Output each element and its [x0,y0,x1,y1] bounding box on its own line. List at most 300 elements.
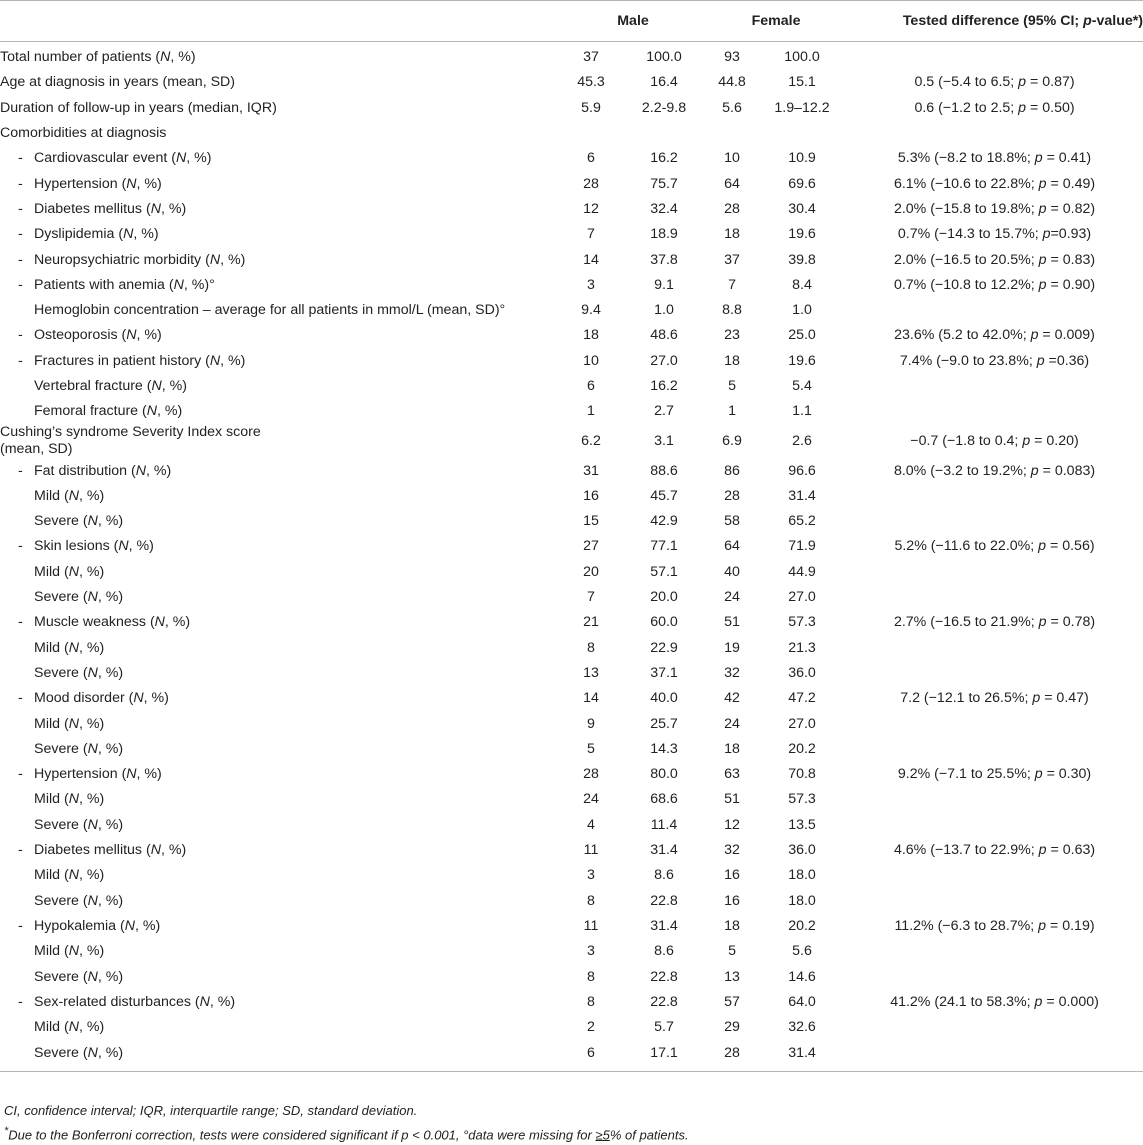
footnote-star: * [4,1125,9,1137]
male-n: 6.2 [581,432,601,449]
male-value: 75.7 [650,175,678,192]
female-n: 28 [724,200,740,217]
female-value: 10.9 [788,150,816,167]
male-n: 2 [587,1019,595,1036]
row-label-text: Severe [34,664,79,681]
table-row [0,1015,1143,1040]
row-label [0,484,560,509]
table-row [0,298,1143,323]
row-label [0,121,560,146]
male-value: 60.0 [650,614,678,631]
tested-difference: 0.7% (−10.8 to 12.2%; p = 0.90) [893,276,1096,293]
male-n [560,121,622,146]
tested-difference: 41.2% (24.1 to 58.3%; p = 0.000) [890,993,1099,1010]
female-value: 44.9 [788,563,816,580]
row-label-text: Severe [34,513,79,530]
male-value: 17.1 [622,1040,706,1072]
male-value: 37.8 [650,251,678,268]
female-n: 28 [706,1040,758,1072]
female-n: 64 [724,175,740,192]
row-label [0,585,560,610]
tested-difference [846,374,1143,399]
table-row [0,889,1143,914]
row-unit: (N, %) [155,49,196,66]
row-unit: (N, %) [63,563,105,580]
row-label [0,399,560,424]
tested-difference [846,121,1143,146]
male-n: 27 [583,538,599,555]
male-value: 1.0 [654,302,674,319]
male-n: 5 [587,740,595,757]
male-n: 8 [587,968,595,985]
female-value: 21.3 [788,639,816,656]
female-value: 69.6 [788,175,816,192]
female-n: 13 [724,968,740,985]
female-n: 5 [728,378,736,394]
header-female: Female [706,1,846,42]
male-n: 21 [583,614,599,631]
row-unit: (N, %) [205,251,246,268]
male-value: 16.2 [650,150,678,167]
male-n: 3 [587,943,595,960]
tested-difference [846,585,1143,610]
table-row [0,534,1143,559]
row-label [0,686,560,711]
table-row [0,863,1143,888]
row-label-text: Diabetes mellitus [34,200,143,217]
table-row [0,787,1143,812]
row-label [0,990,560,1015]
row-label-text: Osteoporosis [34,327,118,344]
male-value: 45.7 [650,487,678,504]
tested-difference: 7.4% (−9.0 to 23.8%; p =0.36) [899,352,1090,369]
male-value: 5.7 [654,1019,674,1036]
male-n: 14 [583,251,599,268]
row-unit: (N, %) [128,690,169,707]
male-n: 11 [583,842,599,859]
tested-difference: 5.3% (−8.2 to 18.8%; p = 0.41) [897,150,1092,167]
female-value: 64.0 [788,993,816,1010]
tested-difference [846,661,1143,686]
male-n: 24 [583,791,599,808]
row-label [0,171,560,196]
tested-difference: 2.0% (−16.5 to 20.5%; p = 0.83) [893,251,1096,268]
table-row [0,838,1143,863]
tested-difference [846,787,1143,812]
female-n: 57 [724,993,740,1010]
female-value: 32.6 [788,1019,816,1036]
tested-difference: 4.6% (−13.7 to 22.9%; p = 0.63) [893,842,1096,859]
female-value: 19.6 [788,352,816,369]
row-unit: (N, %) [118,226,159,243]
row-label-text: Severe [34,892,79,909]
row-label [0,964,560,989]
row-unit: (N, %) [63,1019,105,1036]
table-row [0,914,1143,939]
female-n: 37 [724,251,740,268]
row-label [0,349,560,374]
male-value: 11.4 [650,816,678,833]
row-unit: (N, %) [145,200,187,217]
row-label-text: Mild [34,1019,61,1036]
male-value: 22.8 [650,968,678,985]
tested-difference [846,1015,1143,1040]
row-label-text: Age at diagnosis in years [0,74,159,91]
row-unit: (N, %) [171,150,212,167]
female-n: 51 [724,614,740,631]
table-row [0,484,1143,509]
male-n: 18 [583,327,599,344]
female-n: 1 [728,403,736,420]
tested-difference [846,484,1143,509]
row-label-text: Mild [34,867,61,884]
row-unit: (N, %) [205,352,246,369]
row-label [0,146,560,171]
female-value: 57.3 [788,614,816,631]
tested-difference [846,509,1143,534]
row-unit: (N, %) [145,842,187,859]
female-value: 100.0 [784,49,820,66]
row-unit: (N, %) [63,943,105,960]
female-n: 16 [724,892,740,909]
bullet-dash: - [18,766,23,783]
female-value: 30.4 [788,200,816,217]
female-n: 28 [724,487,740,504]
male-n: 31 [583,462,599,479]
male-n: 3 [587,867,595,884]
male-value: 40.0 [650,690,678,707]
tested-difference [846,889,1143,914]
footnote-abbreviations: CI, confidence interval; IQR, interquartile range; SD, standard deviation. [4,1103,418,1118]
section-row [0,424,1143,458]
row-unit: (N, %) [82,589,124,606]
row-label-text: Muscle weakness [34,614,146,631]
table-row [0,964,1143,989]
tested-difference: 5.2% (−11.6 to 22.0%; p = 0.56) [894,538,1095,555]
table-row [0,349,1143,374]
tested-difference: −0.7 (−1.8 to 0.4; p = 0.20) [910,432,1079,449]
female-n: 16 [724,867,740,884]
row-label-text: Dyslipidemia [34,226,115,243]
header-diff-post: -value*) [1091,12,1143,29]
bullet-dash: - [18,690,23,707]
female-value: 19.6 [788,226,816,243]
footnote-bonferroni-end: % of patients. [609,1127,689,1143]
female-value: 71.9 [788,538,816,555]
row-label-text: Skin lesions [34,538,110,555]
bullet-dash: - [18,352,23,369]
row-label-text: Hypertension [34,766,118,783]
row-unit: (N, %) [119,917,161,934]
female-value: 70.8 [788,766,816,783]
female-n: 23 [724,327,740,344]
male-n: 6 [587,150,595,167]
female-n: 32 [724,664,740,681]
tested-difference: 11.2% (−6.3 to 28.7%; p = 0.19) [894,917,1095,934]
female-value: 1.0 [792,302,812,319]
row-label [0,889,560,914]
male-n: 6 [587,378,595,394]
male-n: 9.4 [581,302,601,319]
female-n: 29 [724,1019,740,1036]
row-label [0,914,560,939]
row-label [0,762,560,787]
row-unit: (N, %) [63,715,105,732]
male-n: 12 [583,200,599,217]
tested-difference: 7.2 (−12.1 to 26.5%; p = 0.47) [900,690,1089,707]
row-label [0,197,560,222]
row-unit: (N, %) [82,1045,124,1062]
male-value: 100.0 [646,49,682,66]
male-n: 13 [583,664,599,681]
row-label-text: Hypokalemia [34,917,117,934]
tested-difference: 9.2% (−7.1 to 25.5%; p = 0.30) [897,766,1092,783]
male-n: 14 [583,690,599,707]
table-row [0,762,1143,787]
table-row [0,273,1143,298]
header-male: Male [560,1,706,42]
row-label [0,534,560,559]
table-row [0,661,1143,686]
table-row [0,323,1143,348]
row-label-text: Mild [34,639,61,656]
table-row [0,737,1143,762]
female-n: 24 [724,589,740,606]
male-n: 5.9 [581,99,601,116]
row-label-text: Comorbidities at diagnosis [0,125,167,142]
table-row [0,610,1143,635]
row-label-text: Mild [34,943,61,960]
row-label-text: Severe [34,816,79,833]
female-value: 5.6 [792,943,812,960]
row-label-text: Mild [34,487,61,504]
tested-difference [846,711,1143,736]
row-unit: (N, %) [63,487,105,504]
table-row [0,222,1143,247]
header-diff-pre: Tested difference (95% CI; [902,12,1084,29]
tested-difference [846,298,1143,323]
footnote-bonferroni [4,1121,689,1145]
table-row [0,458,1143,483]
row-unit: (N, %) [121,327,162,344]
row-label-text: Cardiovascular event [34,150,168,167]
tested-difference [846,636,1143,661]
row-label-text: Duration of follow-up in years [0,99,184,116]
row-label-text: Femoral fracture [34,403,139,420]
tested-difference: 6.1% (−10.6 to 22.8%; p = 0.49) [893,175,1096,192]
table-header-row [0,1,1143,42]
male-n: 15 [583,513,599,530]
female-n: 40 [724,563,740,580]
female-n: 8.8 [722,302,742,319]
section-row [0,121,1143,146]
row-label-text: Diabetes mellitus [34,842,143,859]
male-value: 31.4 [650,917,678,934]
female-n: 12 [724,816,740,833]
table-row [0,146,1143,171]
table-row [0,990,1143,1015]
female-n: 86 [724,462,740,479]
tested-difference: 8.0% (−3.2 to 19.2%; p = 0.083) [893,462,1096,479]
male-n: 8 [587,639,595,656]
male-value: 80.0 [650,766,678,783]
row-unit: (N, %) [113,538,154,555]
tested-difference [846,560,1143,585]
female-value: 57.3 [788,791,816,808]
male-value: 22.8 [650,892,678,909]
female-n: 64 [724,538,740,555]
female-n: 63 [724,766,740,783]
male-value: 27.0 [650,352,678,369]
table-row [0,813,1143,838]
row-label-text: Mild [34,791,61,808]
tested-difference [846,42,1143,71]
row-label-text: Sex-related disturbances [34,993,191,1010]
table-row [0,197,1143,222]
bullet-dash: - [18,614,23,631]
row-label-text: Fat distribution [34,462,128,479]
male-value: 20.0 [650,589,678,606]
female-n: 18 [724,352,740,369]
female-n: 93 [724,49,740,66]
female-n [706,121,758,146]
female-n: 32 [724,842,740,859]
male-value: 37.1 [650,664,678,681]
male-value: 77.1 [650,538,678,555]
row-unit: (N, %) [131,462,172,479]
bullet-dash: - [18,842,23,859]
male-value: 22.9 [650,639,678,656]
male-value [622,121,706,146]
bullet-dash: - [18,200,23,217]
row-label [0,711,560,736]
female-n: 5.6 [722,99,742,116]
female-value: 18.0 [788,892,816,909]
male-value: 25.7 [650,715,678,732]
row-label [0,70,560,95]
table-row [0,585,1143,610]
female-n: 10 [724,150,740,167]
row-label [0,247,560,272]
row-label [0,96,560,121]
row-label-text: Mild [34,715,61,732]
row-unit: (mean, SD)° [427,302,506,319]
row-unit: (N, %) [142,403,183,420]
header-blank [0,1,560,42]
row-label [0,939,560,964]
male-n: 16 [583,487,599,504]
row-unit: (N, %) [194,993,236,1010]
tested-difference: 0.5 (−5.4 to 6.5; p = 0.87) [914,74,1075,91]
row-label-text: Vertebral fracture [34,378,143,394]
row-label-text: Hypertension [34,175,118,192]
row-label [0,222,560,247]
male-value: 16.2 [650,378,678,394]
male-n: 37 [583,49,599,66]
header-tested-difference [846,1,1143,42]
tested-difference: 2.0% (−15.8 to 19.8%; p = 0.82) [893,200,1096,217]
male-value: 3.1 [654,432,674,449]
table-row [0,42,1143,71]
row-label-line2: (mean, SD) [0,441,73,458]
female-value: 39.8 [788,251,816,268]
male-value: 48.6 [650,327,678,344]
table-row [0,399,1143,424]
female-value: 31.4 [758,1040,846,1072]
female-n: 5 [728,943,736,960]
table-row [0,96,1143,121]
row-label [0,458,560,483]
female-n: 18 [724,917,740,934]
tested-difference: 0.6 (−1.2 to 2.5; p = 0.50) [914,99,1075,116]
row-label-text: Cushing’s syndrome Severity Index score [0,424,261,441]
female-value: 47.2 [788,690,816,707]
male-value: 31.4 [650,842,678,859]
female-n: 24 [724,715,740,732]
row-label-text: Neuropsychiatric morbidity [34,251,202,268]
row-label [0,787,560,812]
female-n: 18 [724,740,740,757]
row-label-text: Total number of patients [0,49,152,66]
tested-difference [846,737,1143,762]
female-value: 27.0 [788,715,816,732]
row-label-text: Mood disorder [34,690,125,707]
row-label-text: Hemoglobin concentration – average for all patients in mmol/L [34,302,424,319]
male-n: 6 [560,1040,622,1072]
female-n: 19 [724,639,740,656]
tested-difference [846,399,1143,424]
row-label [0,273,560,298]
row-unit: (N, %) [63,791,105,808]
tested-difference [846,863,1143,888]
female-value: 96.6 [788,462,816,479]
male-n: 45.3 [577,74,605,91]
row-unit: (N, %) [149,614,191,631]
male-value: 14.3 [650,740,678,757]
tested-difference [846,964,1143,989]
table-row [0,247,1143,272]
row-label [0,42,560,71]
header-diff-p: p [1083,12,1092,29]
female-value: 20.2 [788,740,816,757]
male-n: 1 [587,403,595,420]
female-value: 20.2 [788,917,816,934]
tested-difference: 23.6% (5.2 to 42.0%; p = 0.009) [894,327,1095,344]
table-row [0,1040,1143,1072]
male-value: 57.1 [650,563,678,580]
tested-difference [846,813,1143,838]
row-label-text: Severe [34,740,79,757]
tested-difference: 0.7% (−14.3 to 15.7%; p=0.93) [897,226,1092,243]
female-n: 51 [724,791,740,808]
male-n: 10 [583,352,599,369]
row-label [0,838,560,863]
row-label [0,661,560,686]
row-unit: (N, %) [146,378,187,394]
row-label [0,323,560,348]
row-unit: (N, %)° [168,276,215,293]
table-row [0,374,1143,399]
male-n: 8 [587,993,595,1010]
male-n: 8 [587,892,595,909]
female-value: 1.9–12.2 [774,99,830,116]
table-row [0,686,1143,711]
male-value: 2.2-9.8 [641,99,687,116]
female-n: 6.9 [722,432,742,449]
male-value: 18.9 [650,226,678,243]
table-row [0,711,1143,736]
female-n: 42 [724,690,740,707]
